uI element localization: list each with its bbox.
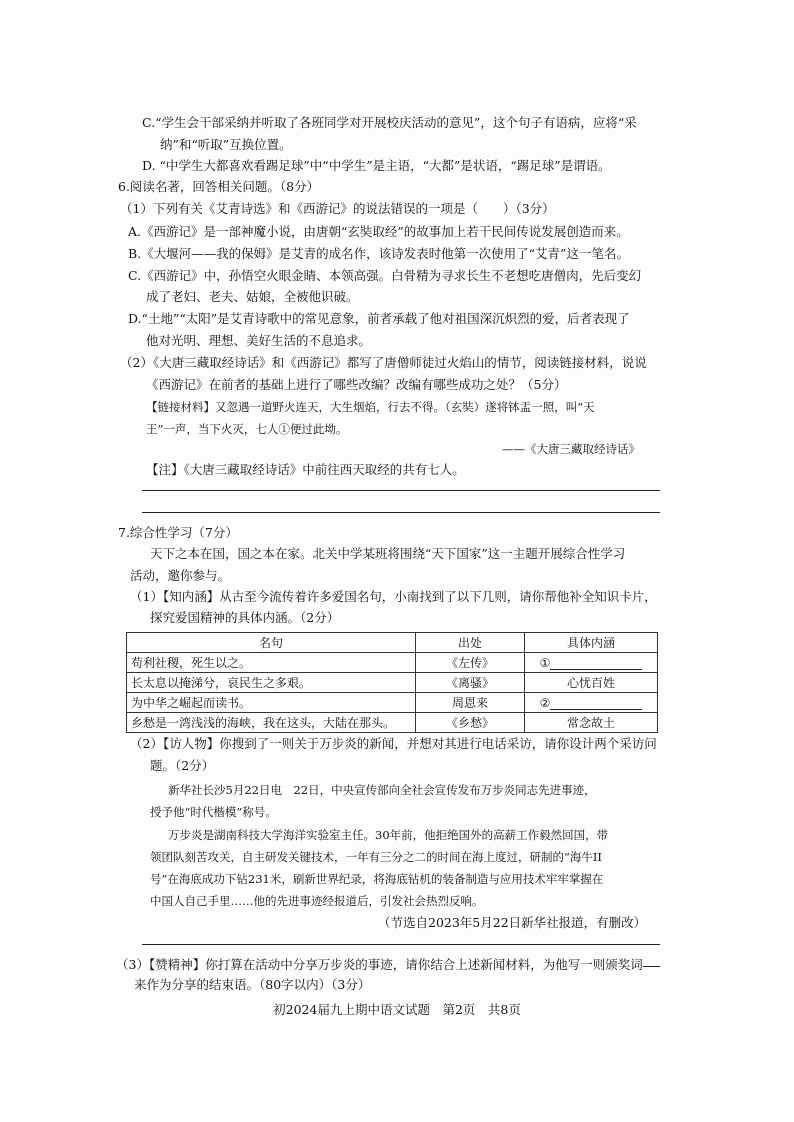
- answer-blank[interactable]: [550, 657, 642, 670]
- q7-1-stem-line2: 探究爱国精神的具体内涵。（2分）: [150, 610, 340, 625]
- news-line1: 新华社长沙5月22日电 22日，中央宣传部向全社会宣传发布万步炎同志先进事迹，: [168, 783, 596, 797]
- table-row: [127, 713, 658, 733]
- table-row: [127, 673, 658, 693]
- q6-title: 6.阅读名著，回答相关问题。（8分）: [118, 179, 320, 194]
- news-source: （节选自2023年5月22日新华社报道，有删改）: [378, 915, 647, 930]
- q7-2-stem-line2: 题。（2分）: [150, 758, 215, 773]
- q7-3-stem-line2: 来作为分享的结束语。（80字以内）（3分）: [134, 977, 371, 992]
- q7-2-stem-line1: （2）【访人物】你搜到了一则关于万步炎的新闻，并想对其进行电话采访，请你设计两个采访问: [130, 736, 657, 751]
- table-row: [127, 653, 658, 673]
- meaning-cell[interactable]: [525, 693, 658, 713]
- blank-number: ①: [539, 655, 551, 670]
- news-line2: 授予他“时代楷模”称号。: [150, 805, 277, 819]
- table-header-row: [127, 633, 658, 653]
- news-line4: 领团队刻苦攻关，自主研发关键技术，一年有三分之二的时间在海上度过，研制的“海牛II: [150, 850, 602, 864]
- news-line6: 中国人自己手里……他的先进事迹经报道后，引发社会热烈反响。: [150, 894, 484, 908]
- q6-option-a: A.《西游记》是一部神魔小说，由唐朝“玄奘取经”的故事加上若干民间传说发展创造而来。: [128, 224, 629, 239]
- q7-title: 7.综合性学习（7分）: [118, 525, 238, 540]
- blank-number: ②: [539, 695, 551, 710]
- link-material-line1: 【链接材料】又忽遇一道野火连天，大生烟焰，行去不得。（玄奘）遂将钵盂一照，叫“天: [146, 400, 595, 414]
- news-line3: 万步炎是湖南科技大学海洋实验室主任。30年前，他拒绝国外的高薪工作毅然回国，带: [168, 828, 609, 842]
- table-row: [127, 693, 658, 713]
- q6-2-stem-line2: 《西游记》在前者的基础上进行了哪些改编？改编有哪些成功之处？（5分）: [146, 377, 567, 392]
- quote-cell: 为中华之崛起而读书。: [127, 693, 416, 713]
- q7-intro-line2: 活动，邀你参与。: [130, 568, 231, 583]
- option-c-line2: 纳”和“听取”互换位置。: [160, 137, 292, 152]
- meaning-cell: 心忧百姓: [525, 673, 658, 693]
- header-source: 出处: [416, 633, 525, 653]
- q6-option-b: B.《大堰河——我的保姆》是艾青的成名作，该诗发表时他第一次使用了“艾青”这一笔名。: [128, 246, 629, 261]
- quote-cell: 长太息以掩涕兮，哀民生之多艰。: [127, 673, 416, 693]
- q6-1-stem: （1）下列有关《艾青诗选》和《西游记》的说法错误的一项是（ ）（3分）: [120, 201, 555, 216]
- answer-line[interactable]: [142, 512, 660, 513]
- news-line5: 号”在海底成功下钻231米，刷新世界纪录，将海底钻机的装备制造与应用技术牢牢掌握在: [150, 872, 604, 886]
- q6-option-d-line2: 他对光明、理想、美好生活的不息追求。: [146, 333, 372, 348]
- q7-3-stem-line1: （3）【赞精神】你打算在活动中分享万步炎的事迹，请你结合上述新闻材料，为他写一则颁奖词: [116, 957, 643, 972]
- page-footer: 初2024届九上期中语文试题 第2页 共8页: [273, 1002, 521, 1017]
- option-c-line1: C.“学生会干部采纳并听取了各班同学对开展校庆活动的意见”，这个句子有语病，应将“采: [142, 115, 637, 130]
- quote-cell: 乡愁是一湾浅浅的海峡，我在这头，大陆在那头。: [127, 713, 416, 733]
- source-cell: 周恩来: [416, 693, 525, 713]
- source-cell: 《左传》: [416, 653, 525, 673]
- header-meaning: 具体内涵: [525, 633, 658, 653]
- source-cell: 《乡愁》: [416, 713, 525, 733]
- source-cell: 《离骚》: [416, 673, 525, 693]
- answer-line[interactable]: [142, 944, 660, 945]
- link-material-line2: 王”一声，当下火灭，七人①便过此坳。: [146, 422, 348, 436]
- q6-option-c-line1: C.《西游记》中，孙悟空火眼金睛、本领高强。白骨精为寻求长生不老想吃唐僧肉，先后变幻: [128, 268, 642, 283]
- quote-cell: 苟利社稷，死生以之。: [127, 653, 416, 673]
- q6-option-c-line2: 成了老妇、老夫、姑娘，全被他识破。: [146, 289, 359, 304]
- option-d: D. “中学生大都喜欢看踢足球”中“中学生”是主语，“大都”是状语，“踢足球”是谓语。: [142, 158, 611, 173]
- answer-blank[interactable]: [550, 697, 642, 710]
- knowledge-card-table: [126, 632, 658, 733]
- q6-2-stem-line1: （2）《大唐三藏取经诗话》和《西游记》都写了唐僧师徒过火焰山的情节，阅读链接材料，说说: [120, 355, 647, 370]
- q7-1-stem-line1: （1）【知内涵】从古至今流传着许多爱国名句，小南找到了以下几则，请你帮他补全知识卡片，: [130, 589, 657, 604]
- link-material-note: 【注】《大唐三藏取经诗话》中前往西天取经的共有七人。: [146, 462, 465, 477]
- header-quote: 名句: [127, 633, 416, 653]
- meaning-cell: 常念故土: [525, 713, 658, 733]
- answer-line[interactable]: [142, 490, 660, 491]
- link-material-source: ——《大唐三藏取经诗话》: [502, 442, 640, 456]
- q7-intro-line1: 天下之本在国，国之本在家。北关中学某班将围绕“天下国家”这一主题开展综合性学习: [150, 546, 626, 561]
- q6-option-d-line1: D.“土地”“太阳”是艾青诗歌中的常见意象，前者承载了他对祖国深沉炽烈的爱，后者表现了: [128, 311, 630, 326]
- meaning-cell[interactable]: [525, 653, 658, 673]
